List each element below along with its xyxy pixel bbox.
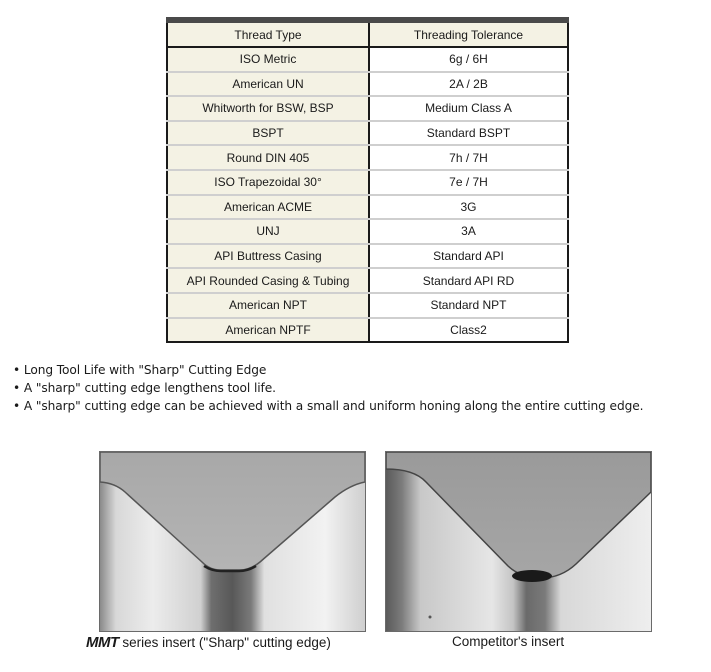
cell-thread-type: American UN (167, 72, 369, 97)
cell-thread-type: API Buttress Casing (167, 244, 369, 269)
bullet-item: • A "sharp" cutting edge lengthens tool life. (13, 381, 276, 395)
mmt-insert-image (100, 452, 365, 631)
mmt-caption-text: series insert ("Sharp" cutting edge) (118, 635, 331, 650)
cell-thread-type: American ACME (167, 195, 369, 220)
cell-tolerance: Class2 (369, 318, 568, 343)
table-row (167, 293, 568, 318)
table-row (167, 47, 568, 72)
cell-tolerance: 7h / 7H (369, 145, 568, 170)
header-thread-type: Thread Type (167, 23, 369, 47)
cell-tolerance: 3G (369, 195, 568, 220)
cell-tolerance: 7e / 7H (369, 170, 568, 195)
table-row (167, 72, 568, 97)
table-row (167, 195, 568, 220)
cell-tolerance: Standard NPT (369, 293, 568, 318)
table-row (167, 145, 568, 170)
cell-tolerance: 6g / 6H (369, 47, 568, 72)
bullet-item: • Long Tool Life with "Sharp" Cutting Edge (13, 363, 267, 377)
cell-tolerance: Standard BSPT (369, 121, 568, 146)
cell-thread-type: UNJ (167, 219, 369, 244)
mmt-brand-label: MMT (86, 634, 119, 651)
cell-tolerance: Medium Class A (369, 96, 568, 121)
table-header-row (167, 23, 568, 47)
cell-tolerance: 3A (369, 219, 568, 244)
bullet-item: • A "sharp" cutting edge can be achieved with a small and uniform honing along the entire cutting edge. (13, 399, 644, 413)
cell-thread-type: American NPTF (167, 318, 369, 343)
cell-tolerance: 2A / 2B (369, 72, 568, 97)
table-row (167, 96, 568, 121)
competitor-insert-image (386, 452, 651, 631)
cell-thread-type: ISO Metric (167, 47, 369, 72)
table-row (167, 318, 568, 343)
cell-thread-type: API Rounded Casing & Tubing (167, 268, 369, 293)
cell-tolerance: Standard API (369, 244, 568, 269)
cell-thread-type: Whitworth for BSW, BSP (167, 96, 369, 121)
table-row (167, 268, 568, 293)
competitor-insert-photo (385, 451, 652, 632)
header-threading-tolerance: Threading Tolerance (369, 23, 568, 47)
cell-thread-type: ISO Trapezoidal 30° (167, 170, 369, 195)
feature-bullet-list (13, 361, 711, 415)
competitor-insert-caption: Competitor's insert (452, 634, 565, 649)
thread-tolerance-table (166, 23, 569, 343)
table-row (167, 121, 568, 146)
cell-tolerance: Standard API RD (369, 268, 568, 293)
cell-thread-type: BSPT (167, 121, 369, 146)
table-row (167, 170, 568, 195)
table-row (167, 219, 568, 244)
cell-thread-type: American NPT (167, 293, 369, 318)
mmt-insert-photo (99, 451, 366, 632)
mmt-insert-caption (86, 634, 331, 651)
cell-thread-type: Round DIN 405 (167, 145, 369, 170)
table-row (167, 244, 568, 269)
thread-tolerance-table-container (166, 17, 569, 343)
